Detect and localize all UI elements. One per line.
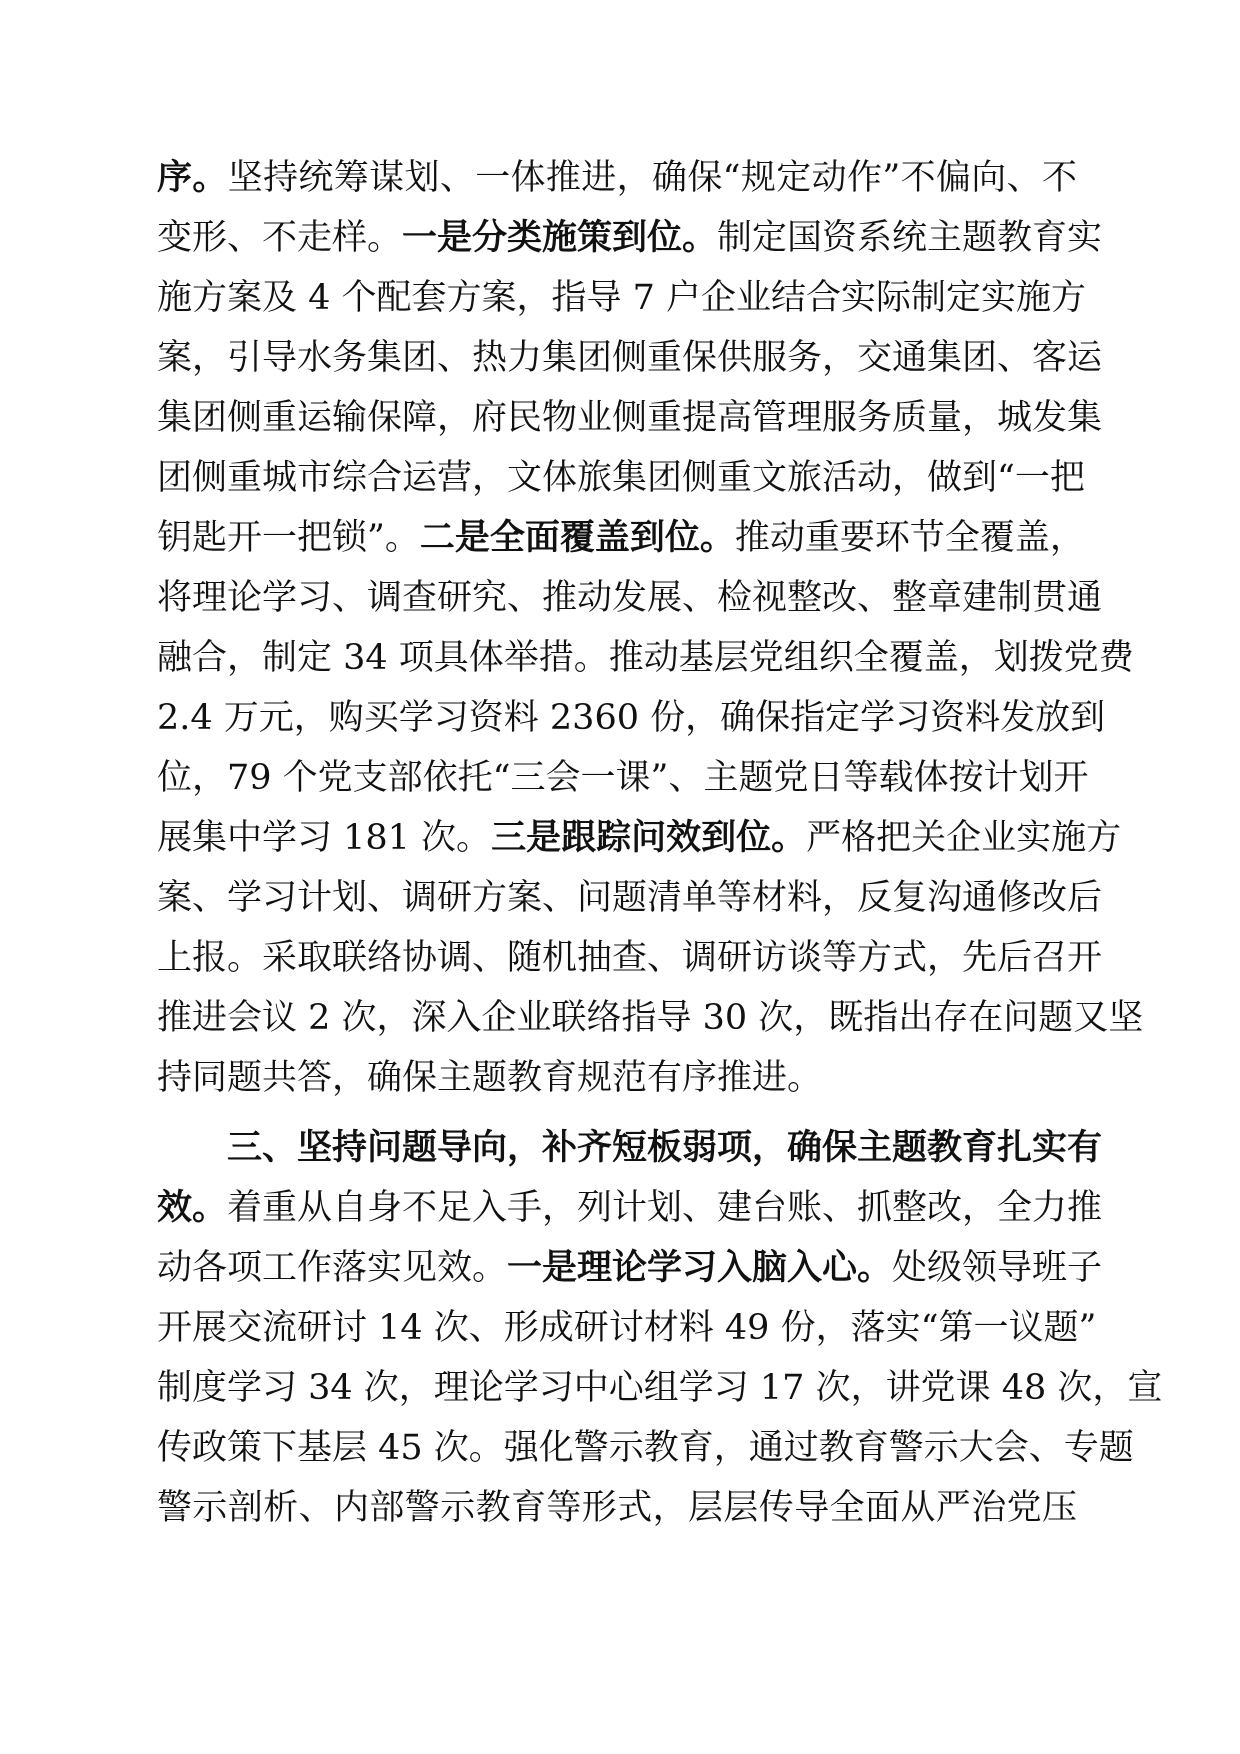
text-line [157,688,1106,748]
text-line [157,868,1103,928]
text-segment: 处级领导班子 [892,1248,1103,1288]
text-line [157,1358,1163,1418]
text-segment: 严格把关企业实施方 [806,818,1122,858]
text-segment: 案、学习计划、调研方案、问题清单等材料，反复沟通修改后 [157,878,1103,918]
text-line [157,1418,1134,1478]
text-segment: 钥匙开一把锁”。 [157,518,420,558]
bold-text-segment: 二是全面覆盖到位。 [419,517,735,558]
text-segment: 持同题共答，确保主题教育规范有序推进。 [157,1058,823,1098]
text-segment: 推动重要环节全覆盖， [734,518,1085,558]
text-segment: 着重从自身不足入手，列计划、建台账、抓整改，全力推 [227,1188,1103,1228]
text-segment: 变形、不走样。 [157,218,403,258]
text-line [157,1478,1077,1538]
text-segment: 制度学习 34 次，理论学习中心组学习 17 次，讲党课 48 次，宣 [157,1368,1163,1408]
text-segment: 位，79 个党支部依托“三会一课”、主题党日等载体按计划开 [157,758,1089,798]
text-segment: 警示剖析、内部警示教育等形式，层层传导全面从严治党压 [157,1488,1077,1528]
text-line [157,268,1087,328]
text-line [157,1048,1077,1108]
text-segment: 展集中学习 181 次。 [157,818,492,858]
text-segment: 传政策下基层 45 次。强化警示教育，通过教育警示大会、专题 [157,1428,1134,1468]
text-segment: 融合，制定 34 项具体举措。推动基层党组织全覆盖，划拨党费 [157,638,1134,678]
text-segment: 推进会议 2 次，深入企业联络指导 30 次，既指出存在问题又坚 [157,998,1144,1038]
text-line [157,1178,1103,1238]
text-segment: 上报。采取联络协调、随机抽查、调研访谈等方式，先后召开 [157,938,1103,978]
text-line [157,988,1144,1048]
text-segment: 坚持统筹谋划、一体推进，确保“规定动作”不偏向、不 [227,158,1077,198]
text-segment: 将理论学习、调查研究、推动发展、检视整改、整章建制贯通 [157,578,1103,618]
text-line [157,448,1085,508]
text-line [157,328,1103,388]
bold-text-segment: 三、坚持问题导向，补齐短板弱项，确保主题教育扎实有 [227,1127,1103,1168]
text-line [157,1298,1097,1358]
text-line [157,808,1122,868]
text-line [157,748,1089,808]
text-segment: 团侧重城市综合运营，文体旅集团侧重文旅活动，做到“一把 [157,458,1085,498]
text-line [157,508,1085,568]
text-line [157,1238,1103,1298]
text-line [227,1118,1103,1178]
text-segment: 集团侧重运输保障，府民物业侧重提高管理服务质量，城发集 [157,398,1103,438]
text-line [157,148,1077,208]
text-line [157,208,1103,268]
text-line [157,628,1134,688]
bold-text-segment: 序。 [157,157,228,198]
bold-text-segment: 效。 [157,1187,228,1228]
text-segment: 动各项工作落实见效。 [157,1248,508,1288]
text-segment: 开展交流研讨 14 次、形成研讨材料 49 份，落实“第一议题” [157,1308,1097,1348]
text-line [157,388,1103,448]
text-line [157,928,1103,988]
bold-text-segment: 三是跟踪问效到位。 [491,817,807,858]
text-segment: 2.4 万元，购买学习资料 2360 份，确保指定学习资料发放到 [157,698,1106,738]
text-segment: 案，引导水务集团、热力集团侧重保供服务，交通集团、客运 [157,338,1103,378]
bold-text-segment: 一是理论学习入脑入心。 [507,1247,893,1288]
bold-text-segment: 一是分类施策到位。 [402,217,718,258]
text-segment: 施方案及 4 个配套方案，指导 7 户企业结合实际制定实施方 [157,278,1087,318]
text-line [157,568,1103,628]
text-segment: 制定国资系统主题教育实 [717,218,1103,258]
